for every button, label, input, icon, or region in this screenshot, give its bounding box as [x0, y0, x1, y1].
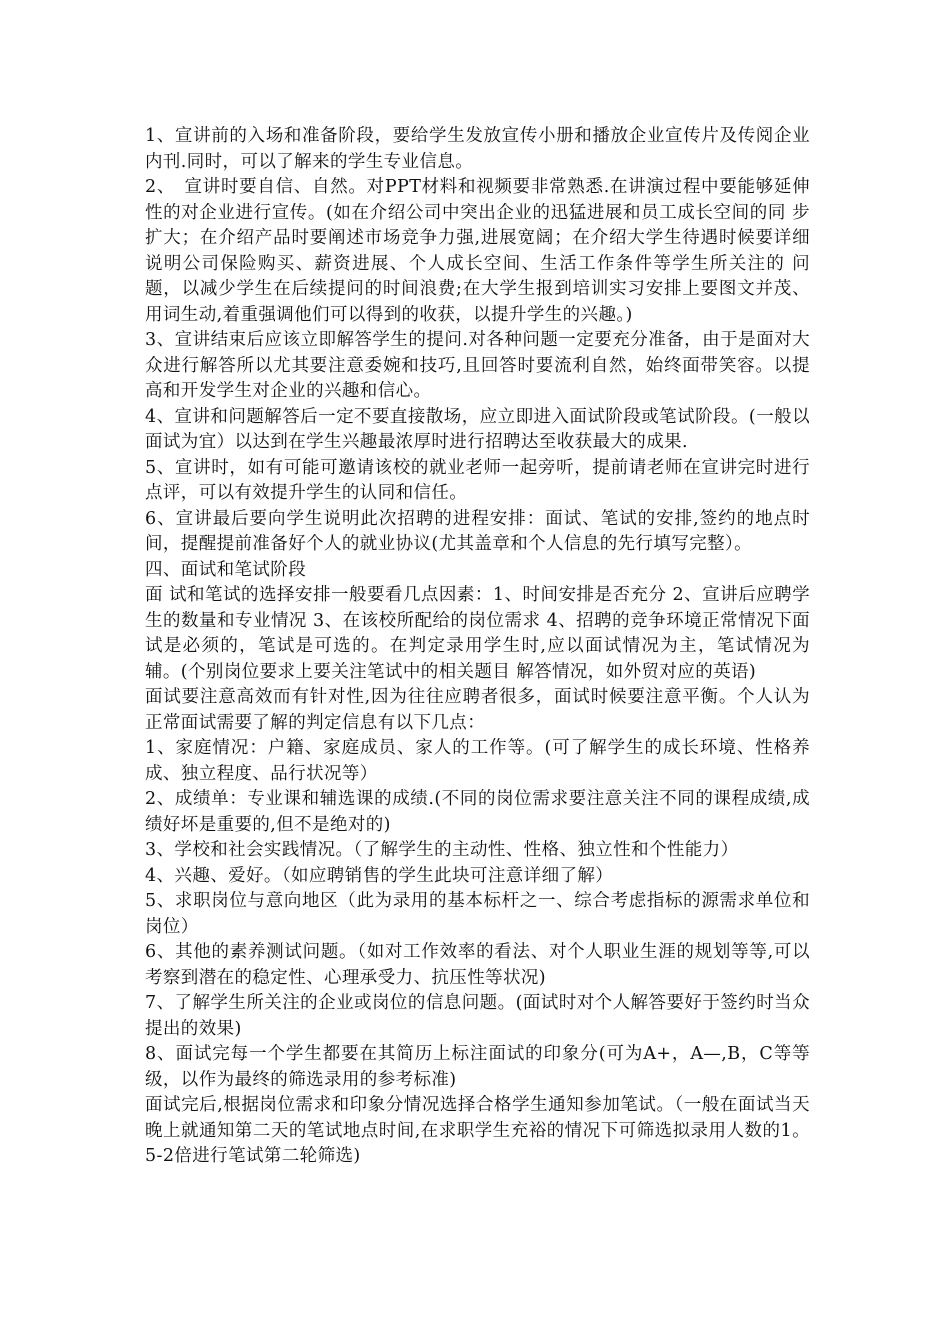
- paragraph-4: 4、宣讲和问题解答后一定不要直接散场，应立即进入面试阶段或笔试阶段。(一般以面试为宜）以达到在学生兴趣最浓厚时进行招聘达至收获最大的成果.: [145, 406, 810, 452]
- paragraph-12: 3、学校和社会实践情况。（了解学生的主动性、性格、独立性和个性能力）: [145, 840, 739, 860]
- paragraph-16: 7、了解学生所关注的企业或岗位的信息问题。(面试时对个人解答要好于签约时当众提出的效果): [145, 993, 810, 1039]
- paragraph-15: 6、其他的素养测试问题。（如对工作效率的看法、对个人职业生涯的规划等等,可以考察到潜在的稳定性、心理承受力、抗压性等状况): [145, 942, 810, 988]
- paragraph-17: 8、面试完每一个学生都要在其简历上标注面试的印象分(可为A+，A—,B，C等等级，以作为最终的筛选录用的参考标准): [145, 1044, 810, 1090]
- paragraph-5: 5、宣讲时，如有可能可邀请该校的就业老师一起旁听，提前请老师在宣讲完时进行点评，可以有效提升学生的认同和信任。: [145, 457, 810, 503]
- paragraph-2: 2、 宣讲时要自信、自然。对PPT材料和视频要非常熟悉.在讲演过程中要能够延伸性的对企业进行宣传。(如在介绍公司中突出企业的迅猛进展和员工成长空间的同 步扩大；在介绍产品时要阐述市场竞争力强,进展宽阔；在介绍大学生待遇时候要详细说明公司保险购买、薪资进展、个人成长空间、生活工作条件等学生所关注的 问题，以减少学生在后续提问的时间浪费;在大学生报到培训实习安排上要图文并茂、用词生动,着重强调他们可以得到的收获，以提升学生的兴趣。): [145, 177, 810, 325]
- paragraph-3: 3、宣讲结束后应该立即解答学生的提问.对各种问题一定要充分准备，由于是面对大众进行解答所以尤其要注意委婉和技巧,且回答时要流利自然，始终面带笑容。以提高和开发学生对企业的兴趣和信心。: [145, 330, 810, 401]
- paragraph-1: 1、宣讲前的入场和准备阶段，要给学生发放宣传小册和播放企业宣传片及传阅企业内刊.同时，可以了解来的学生专业信息。: [145, 126, 810, 172]
- paragraph-10: 1、家庭情况：户籍、家庭成员、家人的工作等。(可了解学生的成长环境、性格养成、独立程度、品行状况等）: [145, 738, 810, 784]
- paragraph-8: 面 试和笔试的选择安排一般要看几点因素：1、时间安排是否充分 2、宣讲后应聘学生的数量和专业情况 3、在该校所配给的岗位需求 4、招聘的竞争环境正常情况下面试是必须的，笔试是可选的。在判定录用学生时,应以面试情况为主，笔试情况为辅。(个别岗位要求上要关注笔试中的相关题目 解答情况，如外贸对应的英语): [145, 585, 810, 682]
- paragraph-9: 面试要注意高效而有针对性,因为往往应聘者很多，面试时候要注意平衡。个人认为正常面试需要了解的判定信息有以下几点：: [145, 687, 810, 733]
- paragraph-13: 4、兴趣、爱好。（如应聘销售的学生此块可注意详细了解）: [145, 865, 614, 886]
- paragraph-18: 面试完后,根据岗位需求和印象分情况选择合格学生通知参加笔试。（一般在面试当天晚上就通知第二天的笔试地点时间,在求职学生充裕的情况下可筛选拟录用人数的1。5-2倍进行笔试第二轮筛选): [145, 1095, 810, 1166]
- paragraph-14: 5、求职岗位与意向地区（此为录用的基本标杆之一、综合考虑指标的源需求单位和岗位）: [145, 891, 810, 937]
- paragraph-11: 2、成绩单：专业课和辅选课的成绩.(不同的岗位需求要注意关注不同的课程成绩,成绩好坏是重要的,但不是绝对的): [145, 789, 810, 835]
- paragraph-6: 6、宣讲最后要向学生说明此次招聘的进程安排：面试、笔试的安排,签约的地点时间，提醒提前准备好个人的就业协议(尤其盖章和个人信息的先行填写完整）。: [145, 508, 810, 554]
- section-heading: 四、面试和笔试阶段: [145, 559, 307, 580]
- document-body: [145, 124, 810, 1170]
